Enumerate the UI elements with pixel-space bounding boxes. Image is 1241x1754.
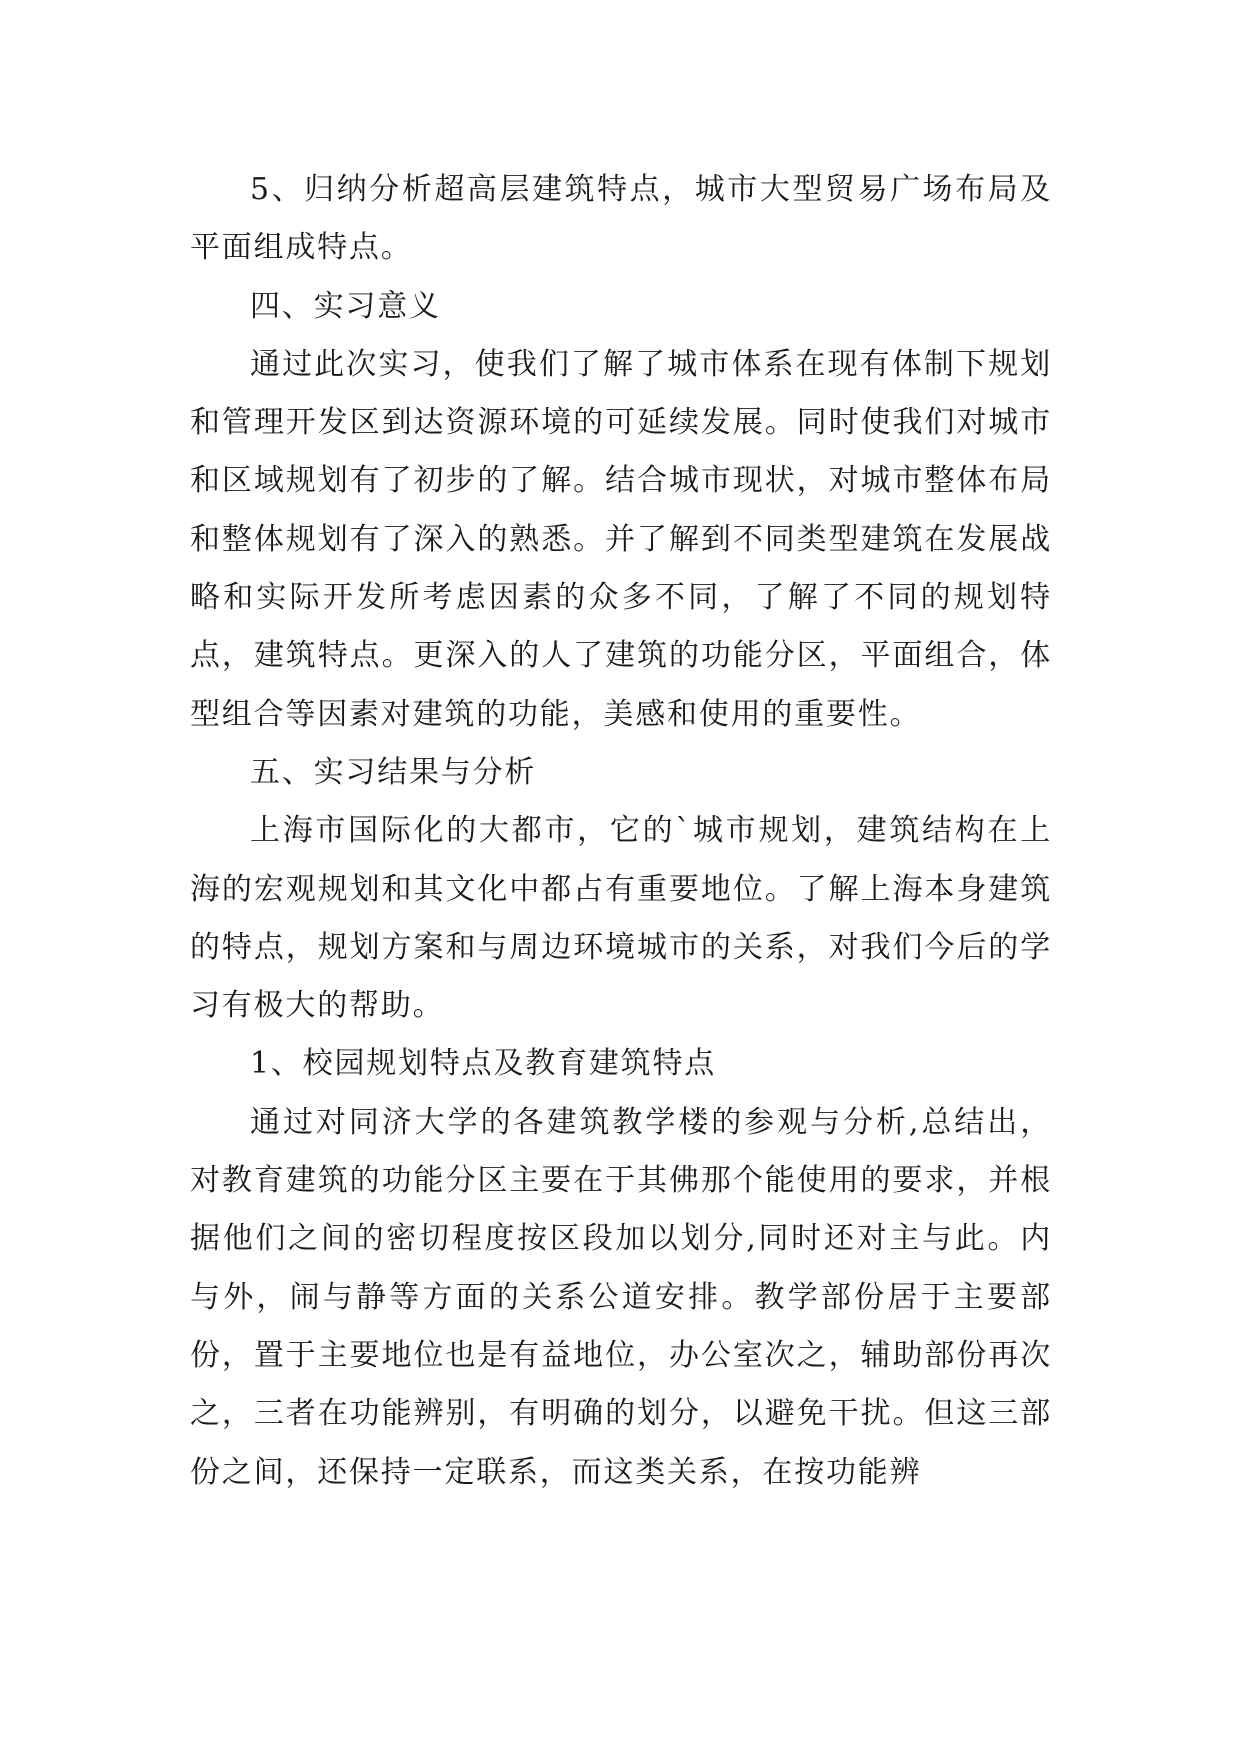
paragraph-item-5: 5、归纳分析超高层建筑特点，城市大型贸易广场布局及平面组成特点。 [190,172,1052,266]
section-heading-significance: 四、实习意义 [250,288,441,324]
section-heading-results: 五、实习结果与分析 [250,754,537,790]
paragraph-significance: 通过此次实习，使我们了解了城市体系在现有体制下规划和管理开发区到达资源环境的可延续发展。同时使我们对城市和区域规划有了初步的了解。结合城市现状，对城市整体布局和整体规划有了深入的熟悉。并了解到不同类型建筑在发展战略和实际开发所考虑因素的众多不同，了解了不同的规划特点，建筑特点。更深入的人了建筑的功能分区，平面组合，体型组合等因素对建筑的功能，美感和使用的重要性。 [190,346,1052,732]
paragraph-campus: 通过对同济大学的各建筑教学楼的参观与分析,总结出，对教育建筑的功能分区主要在于其佛那个能使用的要求，并根据他们之间的密切程度按区段加以划分,同时还对主与此。内与外，闹与静等方面的关系公道安排。教学部份居于主要部份，置于主要地位也是有益地位，办公室次之，辅助部份再次之，三者在功能辨别，有明确的划分，以避免干扰。但这三部份之间，还保持一定联系，而这类关系，在按功能辨 [190,1104,1052,1490]
paragraph-results: 上海市国际化的大都市，它的`城市规划，建筑结构在上海的宏观规划和其文化中都占有重要地位。了解上海本身建筑的特点，规划方案和与周边环境城市的关系，对我们今后的学习有极大的帮助。 [190,813,1052,1024]
subsection-heading-campus: 1、校园规划特点及教育建筑特点 [250,1046,717,1082]
document-body [190,161,1052,1502]
